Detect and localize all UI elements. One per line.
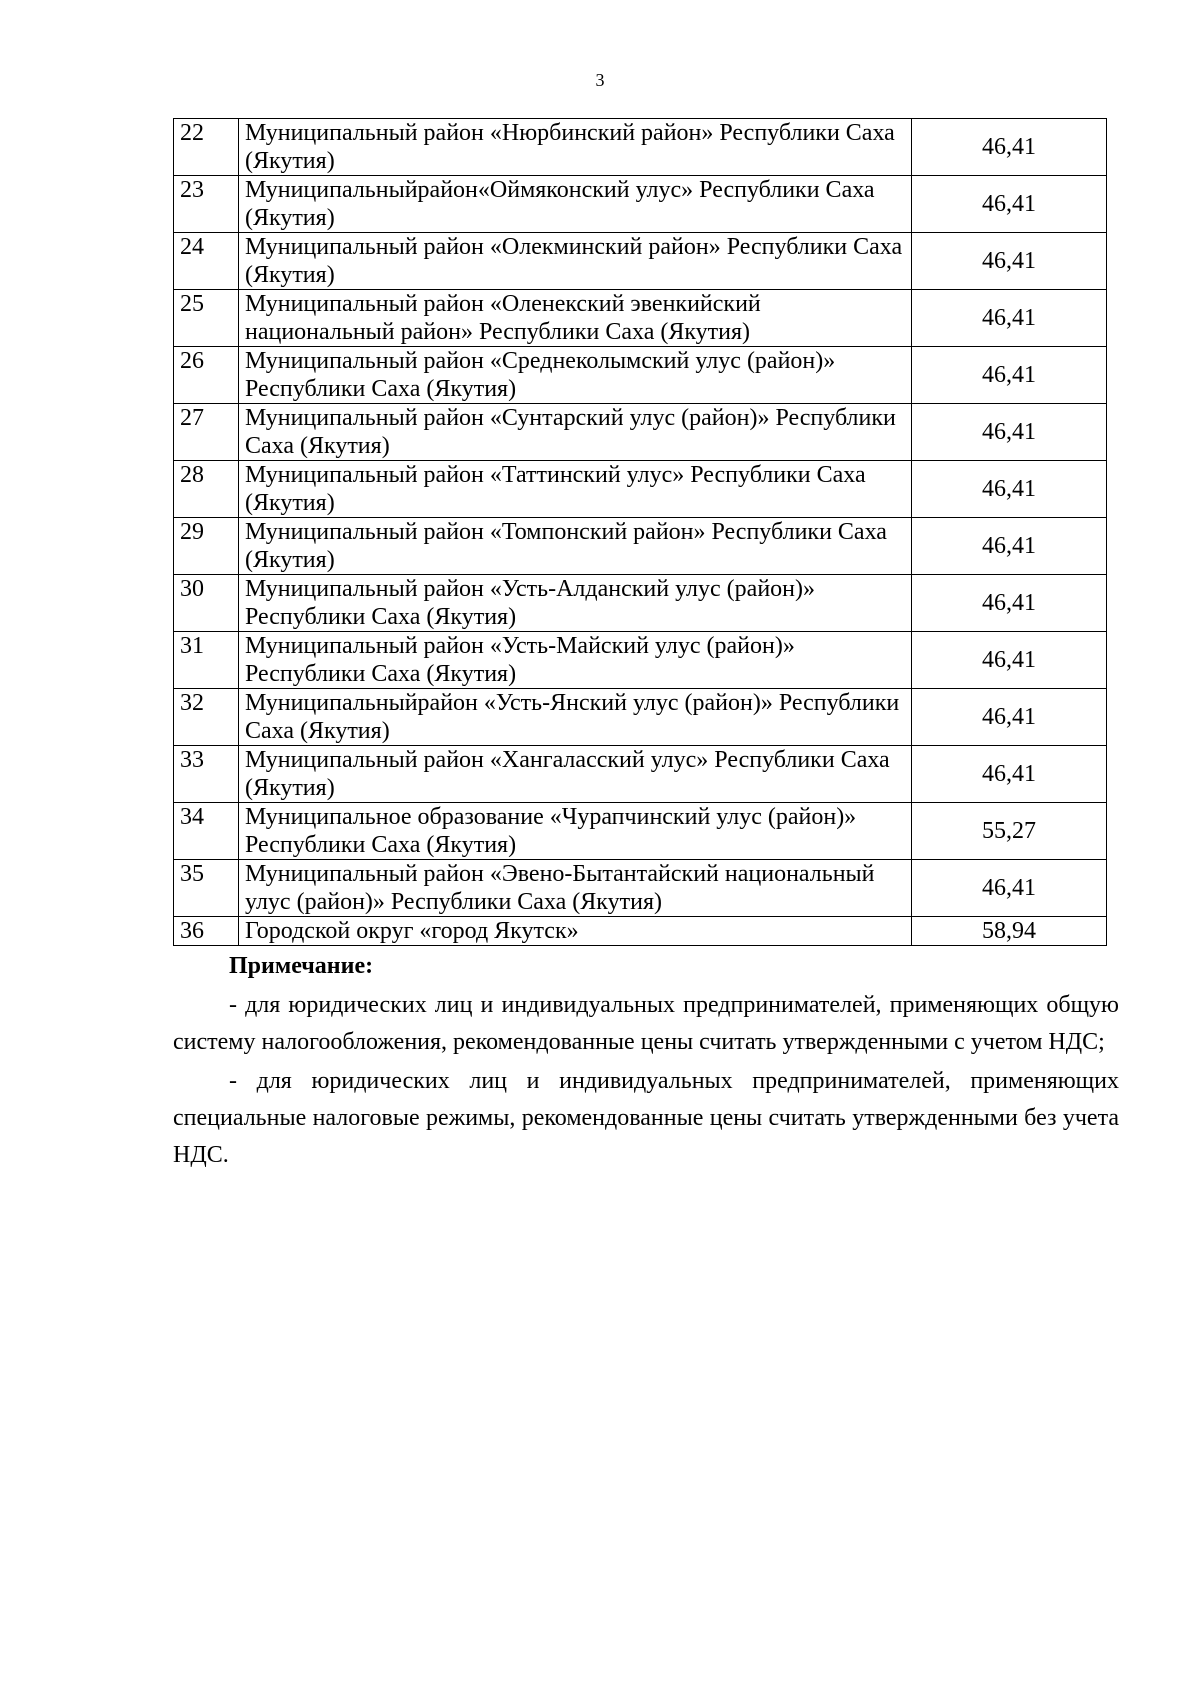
table-row [174, 233, 1107, 290]
price-value: 46,41 [912, 347, 1107, 404]
row-number: 24 [174, 233, 239, 290]
price-table [173, 118, 1107, 946]
row-number: 26 [174, 347, 239, 404]
municipality-name: Муниципальный район «Усть-Алданский улус (район)» Республики Саха (Якутия) [239, 575, 912, 632]
row-number: 31 [174, 632, 239, 689]
price-value: 46,41 [912, 290, 1107, 347]
municipality-name: Муниципальное образование «Чурапчинский улус (район)» Республики Саха (Якутия) [239, 803, 912, 860]
row-number: 32 [174, 689, 239, 746]
table-row [174, 803, 1107, 860]
price-value: 46,41 [912, 404, 1107, 461]
price-value: 46,41 [912, 119, 1107, 176]
price-value: 46,41 [912, 689, 1107, 746]
row-number: 35 [174, 860, 239, 917]
municipality-name: Муниципальный район «Томпонский район» Республики Саха (Якутия) [239, 518, 912, 575]
note-section [173, 948, 1119, 1176]
row-number: 27 [174, 404, 239, 461]
table-row [174, 461, 1107, 518]
price-value: 46,41 [912, 233, 1107, 290]
municipality-name: Муниципальный район «Сунтарский улус (район)» Республики Саха (Якутия) [239, 404, 912, 461]
table-row [174, 746, 1107, 803]
price-value: 46,41 [912, 575, 1107, 632]
table-row [174, 119, 1107, 176]
municipality-name: Муниципальный район «Оленекский эвенкийский национальный район» Республики Саха (Якутия) [239, 290, 912, 347]
price-table-body [174, 119, 1107, 946]
municipality-name: Муниципальный район «Эвено-Бытантайский национальный улус (район)» Республики Саха (Якутия) [239, 860, 912, 917]
row-number: 29 [174, 518, 239, 575]
price-value: 46,41 [912, 632, 1107, 689]
price-value: 55,27 [912, 803, 1107, 860]
table-row [174, 575, 1107, 632]
price-value: 46,41 [912, 176, 1107, 233]
table-row [174, 518, 1107, 575]
municipality-name: Муниципальный район «Усть-Майский улус (район)» Республики Саха (Якутия) [239, 632, 912, 689]
page-number: 3 [595, 70, 605, 90]
price-value: 58,94 [912, 917, 1107, 946]
row-number: 34 [174, 803, 239, 860]
row-number: 30 [174, 575, 239, 632]
municipality-name: Муниципальный район «Таттинский улус» Республики Саха (Якутия) [239, 461, 912, 518]
table-row [174, 632, 1107, 689]
note-item: - для юридических лиц и индивидуальных предпринимателей, применяющих общую систему налогообложения, рекомендованные цены считать утвержденными с учетом НДС; [173, 992, 1119, 1055]
municipality-name: Городской округ «город Якутск» [239, 917, 912, 946]
table-row [174, 347, 1107, 404]
note-item: - для юридических лиц и индивидуальных предпринимателей, применяющих специальные налоговые режимы, рекомендованные цены считать утвержденными без учета НДС. [173, 1068, 1119, 1168]
table-row [174, 176, 1107, 233]
price-value: 46,41 [912, 860, 1107, 917]
municipality-name: Муниципальныйрайон«Оймяконский улус» Республики Саха (Якутия) [239, 176, 912, 233]
row-number: 25 [174, 290, 239, 347]
note-title: Примечание: [229, 953, 374, 979]
row-number: 22 [174, 119, 239, 176]
municipality-name: Муниципальныйрайон «Усть-Янский улус (район)» Республики Саха (Якутия) [239, 689, 912, 746]
table-row [174, 404, 1107, 461]
row-number: 33 [174, 746, 239, 803]
table-row [174, 860, 1107, 917]
price-value: 46,41 [912, 461, 1107, 518]
municipality-name: Муниципальный район «Среднеколымский улус (район)» Республики Саха (Якутия) [239, 347, 912, 404]
municipality-name: Муниципальный район «Нюрбинский район» Республики Саха (Якутия) [239, 119, 912, 176]
municipality-name: Муниципальный район «Хангаласский улус» Республики Саха (Якутия) [239, 746, 912, 803]
table-row [174, 689, 1107, 746]
row-number: 28 [174, 461, 239, 518]
table-row [174, 917, 1107, 946]
table-row [174, 290, 1107, 347]
row-number: 23 [174, 176, 239, 233]
price-value: 46,41 [912, 518, 1107, 575]
price-value: 46,41 [912, 746, 1107, 803]
municipality-name: Муниципальный район «Олекминский район» Республики Саха (Якутия) [239, 233, 912, 290]
row-number: 36 [174, 917, 239, 946]
